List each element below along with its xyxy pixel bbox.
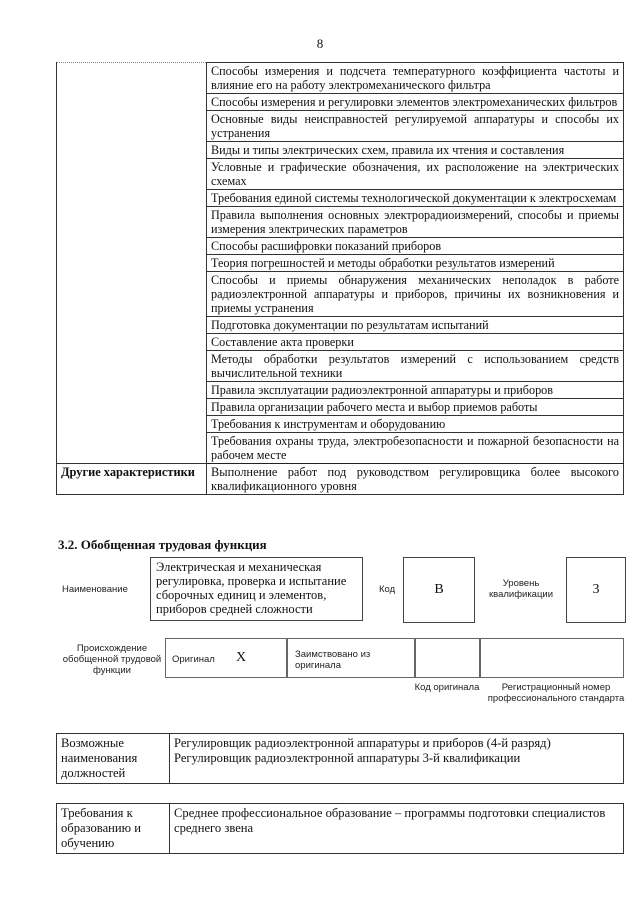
code-label: Код bbox=[379, 584, 396, 595]
code-value-box: В bbox=[403, 557, 475, 623]
positions-table bbox=[56, 733, 624, 784]
knowledge-item: Способы измерения и регулировки элементов электромеханических фильтров bbox=[207, 94, 624, 111]
positions-label: Возможные наименования должностей bbox=[57, 734, 170, 784]
position-item: Регулировщик радиоэлектронной аппаратуры 3-й квалификации bbox=[174, 751, 521, 765]
knowledge-item: Требования единой системы технологической документации к электросхемам bbox=[207, 190, 624, 207]
knowledge-row bbox=[57, 63, 624, 94]
name-label: Наименование bbox=[62, 584, 128, 595]
education-value: Среднее профессиональное образование – программы подготовки специалистов среднего звена bbox=[170, 804, 624, 854]
knowledge-item: Виды и типы электрических схем, правила их чтения и составления bbox=[207, 142, 624, 159]
knowledge-item: Теория погрешностей и методы обработки результатов измерений bbox=[207, 255, 624, 272]
origin-row bbox=[165, 638, 624, 678]
original-mark: X bbox=[236, 650, 247, 665]
qualification-level-label: Уровень квалификации bbox=[488, 578, 554, 600]
origin-code-cell bbox=[415, 638, 480, 678]
knowledge-item: Основные виды неисправностей регулируемой аппаратуры и способы их устранения bbox=[207, 111, 624, 142]
knowledge-item: Правила выполнения основных электрорадиоизмерений, способы и приемы измерения электрических параметров bbox=[207, 207, 624, 238]
knowledge-item: Требования к инструментам и оборудованию bbox=[207, 416, 624, 433]
borrowed-cell bbox=[287, 638, 415, 678]
origin-label: Происхождение обобщенной трудовой функции bbox=[62, 643, 162, 676]
registration-number-cell bbox=[480, 638, 624, 678]
knowledge-item: Условные и графические обозначения, их расположение на электрических схемах bbox=[207, 159, 624, 190]
knowledge-item: Методы обработки результатов измерений с использованием средств вычислительной техники bbox=[207, 351, 624, 382]
education-label: Требования к образованию и обучению bbox=[57, 804, 170, 854]
original-cell bbox=[165, 638, 287, 678]
positions-values bbox=[170, 734, 624, 784]
knowledge-item: Правила организации рабочего места и выбор приемов работы bbox=[207, 399, 624, 416]
knowledge-table bbox=[56, 62, 624, 495]
other-characteristics-row bbox=[57, 464, 624, 495]
original-label: Оригинал bbox=[172, 654, 215, 665]
knowledge-item: Составление акта проверки bbox=[207, 334, 624, 351]
knowledge-item: Способы расшифровки показаний приборов bbox=[207, 238, 624, 255]
position-item: Регулировщик радиоэлектронной аппаратуры и приборов (4-й разряд) bbox=[174, 736, 551, 750]
knowledge-item: Подготовка документации по результатам испытаний bbox=[207, 317, 624, 334]
knowledge-item: Способы и приемы обнаружения механических неполадок в работе радиоэлектронной аппаратуры и приборов, причины их возникновения и приемы устранения bbox=[207, 272, 624, 317]
knowledge-item: Правила эксплуатации радиоэлектронной аппаратуры и приборов bbox=[207, 382, 624, 399]
other-characteristics-value: Выполнение работ под руководством регулировщика более высокого квалификационного уровня bbox=[207, 464, 624, 495]
qualification-level-box: 3 bbox=[566, 557, 626, 623]
education-table bbox=[56, 803, 624, 854]
origin-code-caption: Код оригинала bbox=[414, 682, 480, 693]
other-characteristics-label: Другие характеристики bbox=[57, 464, 207, 495]
knowledge-item: Способы измерения и подсчета температурного коэффициента частоты и влияние его на работу электромеханического фильтра bbox=[207, 63, 624, 94]
knowledge-item: Требования охраны труда, электробезопасности и пожарной безопасности на рабочем месте bbox=[207, 433, 624, 464]
borrowed-label: Заимствовано из оригинала bbox=[295, 649, 371, 671]
registration-number-caption: Регистрационный номер профессионального стандарта bbox=[487, 682, 625, 704]
function-name-box: Электрическая и механическая регулировка, проверка и испытание сборочных единиц и элементов, приборов средней сложности bbox=[150, 557, 363, 621]
page-number: 8 bbox=[316, 36, 324, 51]
knowledge-label-cell bbox=[57, 63, 207, 464]
section-title: 3.2. Обобщенная трудовая функция bbox=[58, 537, 267, 552]
